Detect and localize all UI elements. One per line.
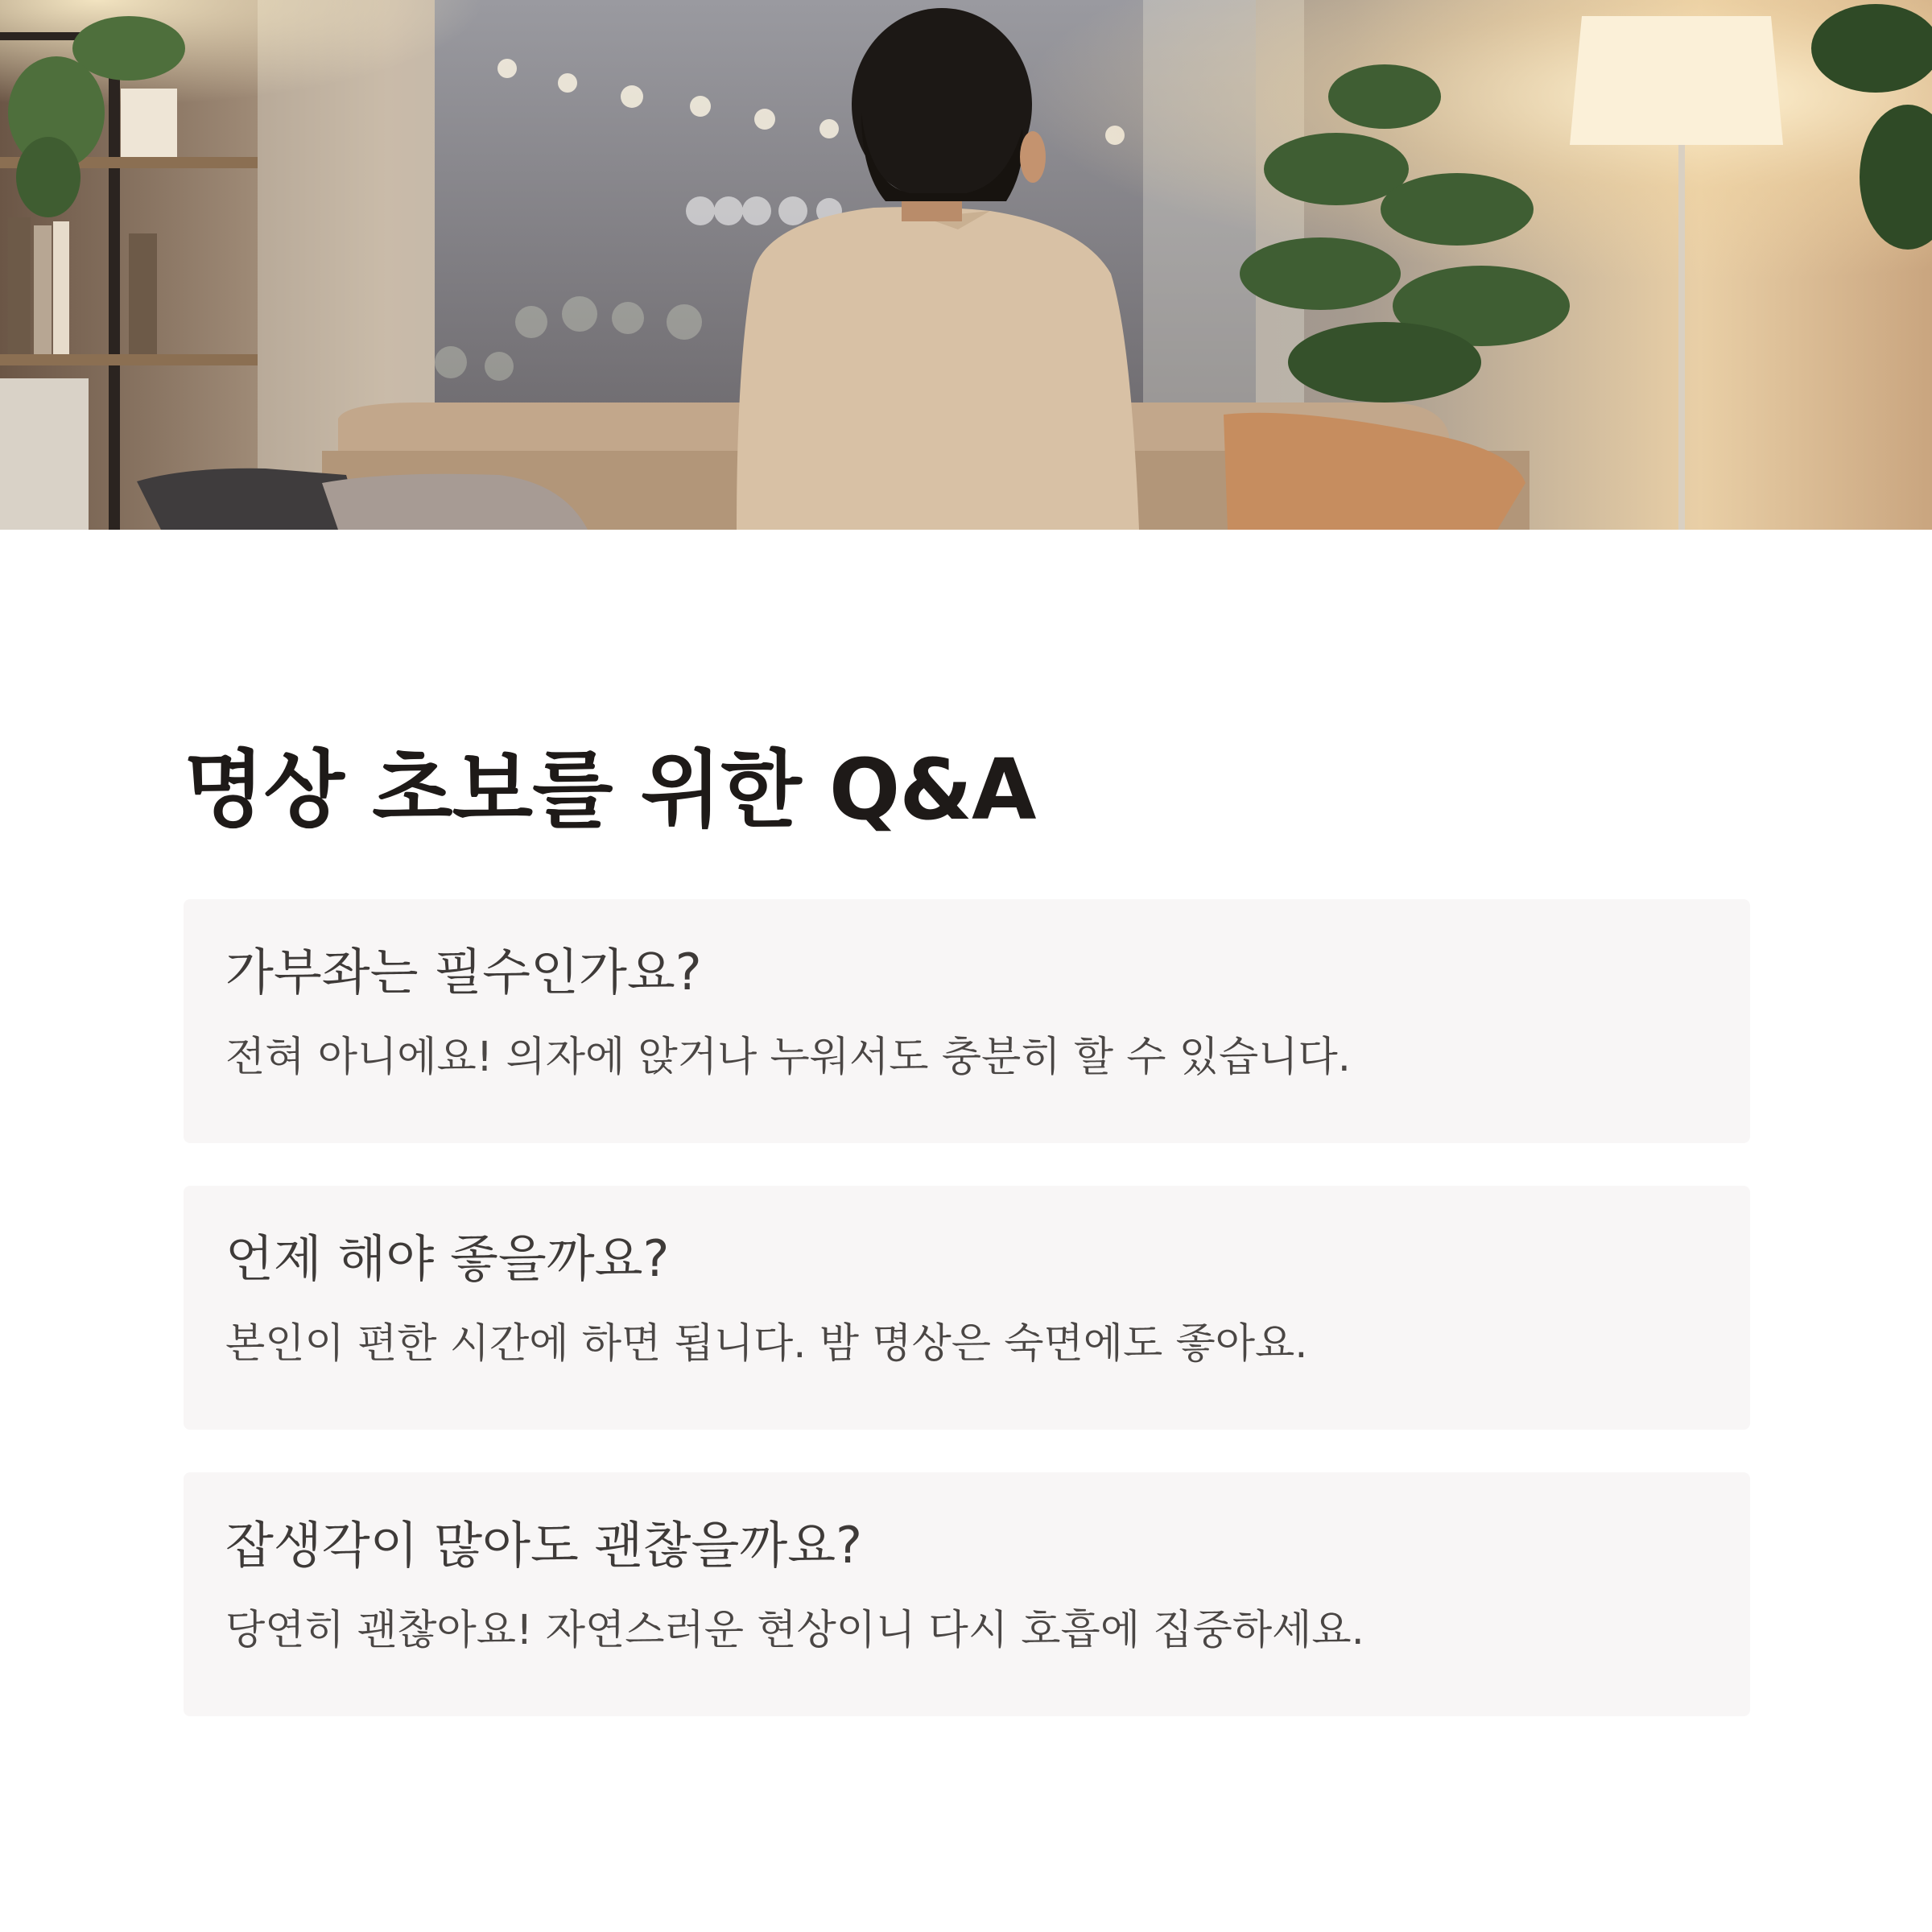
hero-photo-illustration (0, 0, 1932, 530)
faq-item (184, 1472, 1750, 1716)
faq-answer: 당연히 괜찮아요! 자연스러운 현상이니 다시 호흡에 집중하세요. (225, 1607, 1364, 1655)
page-title: 명상 초보를 위한 Q&A (184, 741, 1036, 839)
faq-answer: 본인이 편한 시간에 하면 됩니다. 밤 명상은 숙면에도 좋아요. (225, 1320, 1308, 1368)
hero-image (0, 0, 1932, 530)
faq-question: 잡생각이 많아도 괜찮을까요? (225, 1516, 863, 1575)
faq-list (184, 899, 1750, 1759)
faq-item (184, 1186, 1750, 1430)
faq-question: 가부좌는 필수인가요? (225, 943, 702, 1001)
faq-item (184, 899, 1750, 1143)
faq-answer: 전혀 아니에요! 의자에 앉거나 누워서도 충분히 할 수 있습니다. (225, 1034, 1352, 1082)
faq-question: 언제 해야 좋을까요? (225, 1229, 670, 1288)
